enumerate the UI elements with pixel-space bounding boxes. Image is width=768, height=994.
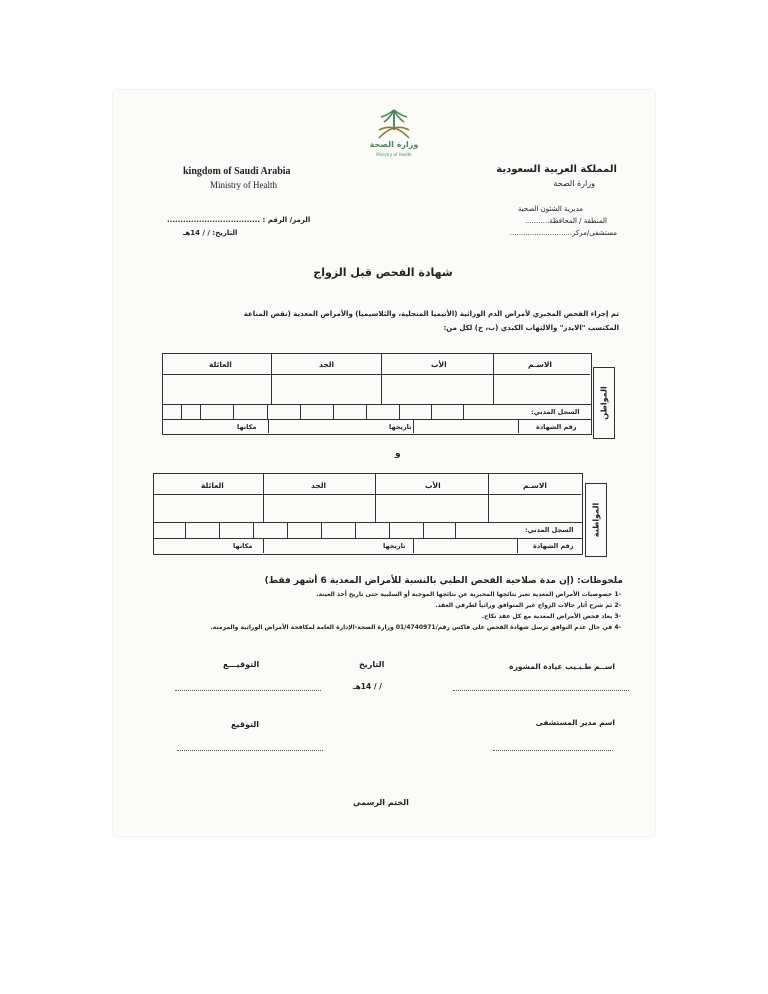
header-date: التاريخ: / / 14هـ: [183, 229, 238, 237]
female-cert-date: تاريخها: [383, 542, 406, 550]
male-col-grandfather: الجد: [319, 360, 335, 369]
header-en-country: kingdom of Saudi Arabia: [183, 166, 291, 177]
signature2-line: [177, 750, 323, 751]
signature-line: [175, 690, 321, 691]
connector-and: و: [395, 449, 401, 459]
certificate-title: شهادة الفحص قبل الزواج: [313, 266, 453, 279]
male-col-name: الاسـم: [528, 360, 552, 369]
note-item: -4 في حال عدم التوافق ترسل شهادة الفحص على فاكس رقم/01/4740971 وزارة الصحة-الإدارة العامة لمكافحة الأمراض الوراثية والمزمنة.: [210, 624, 621, 631]
female-side-label: المواطنة: [585, 483, 607, 557]
note-item: -1 خصوصيات الأمراض المعدية تعبر نتائجها المخبرية عن نتائجها الموجبة أو السلبية حتى تاريخ أخذ العينة.: [316, 591, 621, 598]
header-ar-directorate: مديرية الشئون الصحية: [517, 205, 583, 213]
male-col-father: الأب: [431, 360, 447, 369]
male-side-label: المواطن: [593, 367, 615, 439]
header-ar-ministry: وزارة الصحة: [553, 179, 595, 188]
header-ar-country: المملكة العربية السعودية: [496, 164, 617, 175]
note-item: -2 تم شرح آثار حالات الزواج غير المتوافق وراثياً لطرفي العقد.: [435, 602, 621, 609]
sig-date-value: / / 14هـ: [353, 682, 382, 691]
intro-line-2: المكتسب "الايدز" والالتهاب الكبدي (ب، ج) لكل من:: [443, 324, 619, 332]
male-cert-date: تاريخها: [389, 423, 412, 431]
director-name-line: [493, 750, 613, 751]
sig-signature-label: التوقيـــع: [223, 660, 260, 669]
logo-english: Ministry of Health: [376, 152, 412, 157]
male-col-family: العائلة: [209, 360, 232, 369]
doctor-name-line: [453, 690, 629, 691]
sig-signature2-label: التوقيع: [231, 720, 259, 729]
female-civil-record: السجل المدني:: [525, 526, 574, 534]
sig-date-label: التاريخ: [359, 660, 385, 669]
header-ar-hospital: مستشفى/مركز............................: [509, 229, 617, 237]
female-col-father: الأب: [425, 481, 441, 490]
palm-swords-icon: [369, 108, 419, 142]
female-col-family: العائلة: [201, 481, 224, 490]
female-col-grandfather: الجد: [311, 481, 327, 490]
header-en-ministry: Ministry of Health: [210, 180, 277, 190]
female-col-name: الاسـم: [523, 481, 547, 490]
male-cert-place: مكانها: [237, 423, 257, 431]
sig-doctor-label: اســم طـبـيب عيادة المشورة: [509, 662, 615, 671]
header-ref-no: الرمز/ الرقم : ...................................: [167, 216, 311, 224]
intro-line-1: تم إجراء الفحص المخبري لأمراض الدم الوراثية (الأنيميا المنجلية، والثلاسيميا) والأمراض المعدية (نقص المناعة: [243, 310, 619, 318]
male-civil-record: السجل المدني:: [531, 408, 580, 416]
male-cert-no: رقم الشهادة: [536, 423, 577, 431]
female-cert-no: رقم الشهادة: [533, 542, 574, 550]
ministry-logo: [369, 108, 419, 158]
notes-heading: ملحوظات: (إن مدة صلاحية الفحص الطبي بالنسبة للأمراض المعدية 6 أشهر فقط): [264, 576, 623, 586]
female-cert-place: مكانها: [233, 542, 253, 550]
official-stamp-label: الختم الرسمي: [353, 798, 409, 807]
note-item: -3 يعاد فحص الأمراض المعدية مع كل عقد نكاح.: [481, 613, 621, 620]
certificate-page: [113, 90, 655, 836]
logo-arabic: وزارة الصحة: [369, 140, 419, 149]
sig-director-label: اسم مدير المستشفى: [535, 718, 615, 727]
header-ar-region: المنطقة / المحافظة...........: [524, 217, 607, 225]
